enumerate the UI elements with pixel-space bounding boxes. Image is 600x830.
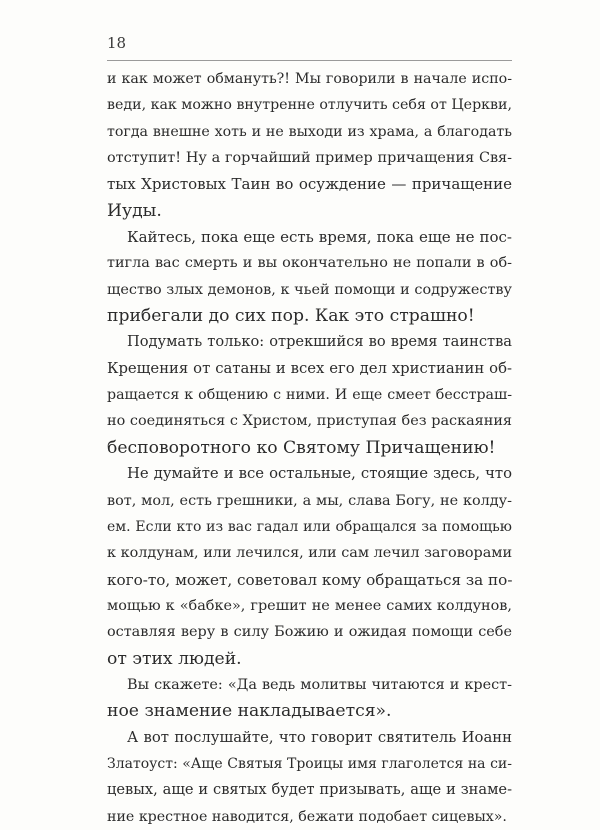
text-line: ное знамение накладывается». xyxy=(107,701,392,722)
text-line: ем. Если кто из вас гадал или обращался за помощью xyxy=(107,518,512,535)
text-line: бесповоротного ко Святому Причащению! xyxy=(107,437,496,458)
text-line: кого-то, может, советовал кому обращаться за по- xyxy=(107,570,513,589)
text-line: Не думайте и все остальные, стоящие здесь, что xyxy=(127,465,512,483)
text-line: Подумать только: отрекшийся во время таинства xyxy=(127,333,512,351)
text-line: ние крестное наводится, бежати подобает сицевых». xyxy=(107,808,507,825)
body-text xyxy=(107,66,512,830)
text-line: Вы скажете: «Да ведь молитвы читаются и крест- xyxy=(127,676,512,693)
text-line: Иуды. xyxy=(107,200,162,221)
text-line: веди, как можно внутренне отлучить себя от Церкви, xyxy=(107,97,512,114)
text-line: от этих людей. xyxy=(107,648,242,669)
text-line: Кайтесь, пока еще есть время, пока еще не пос- xyxy=(127,228,512,247)
text-line: тых Христовых Таин во осуждение — причащение xyxy=(107,175,512,194)
text-line: прибегали до сих пор. Как это страшно! xyxy=(107,306,475,327)
text-line: тигла вас смерть и вы окончательно не попали в об- xyxy=(107,255,512,272)
text-line: Златоуст: «Аще Святыя Троицы имя глаголется на си- xyxy=(107,755,512,772)
text-line: щество злых демонов, к чьей помощи и содружеству xyxy=(107,281,512,298)
text-line: мощью к «бабке», грешит не менее самих колдунов, xyxy=(107,597,512,614)
text-line: к колдунам, или лечился, или сам лечил заговорами xyxy=(107,545,513,562)
text-line: отступит! Ну а горчайший пример причащения Свя- xyxy=(107,150,512,167)
text-line: А вот послушайте, что говорит святитель Иоанн xyxy=(127,728,512,746)
text-line: цевых, аще и святых будет призывать, аще и знаме- xyxy=(107,781,512,799)
text-line: тогда внешне хоть и не выходи из храма, а благодать xyxy=(107,123,512,140)
text-line: но соединяться с Христом, приступая без раскаяния xyxy=(107,413,512,430)
text-line: вот, мол, есть грешники, а мы, слава Богу, не колду- xyxy=(107,492,512,509)
text-line: ращается к общению с ними. И еще смеет бесстраш- xyxy=(107,387,512,404)
text-line: и как может обмануть?! Мы говорили в начале испо- xyxy=(107,71,512,87)
header-rule xyxy=(107,60,512,61)
text-line: оставляя веру в силу Божию и ожидая помощи себе xyxy=(107,624,512,641)
page-number: 18 xyxy=(107,34,127,52)
text-line: Крещения от сатаны и всех его дел христианин об- xyxy=(107,359,512,377)
